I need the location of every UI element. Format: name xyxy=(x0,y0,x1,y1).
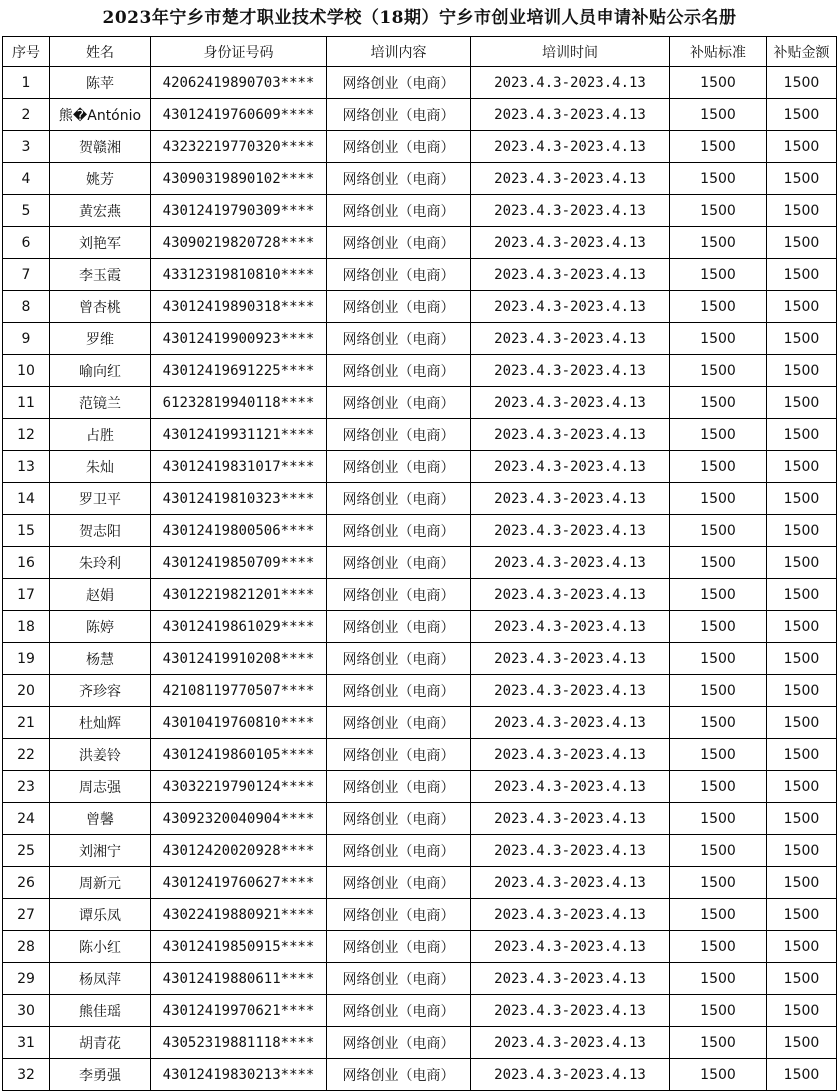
cell-name: 李玉霞 xyxy=(50,259,151,291)
cell-name: 罗维 xyxy=(50,323,151,355)
cell-subsidy-amount: 1500 xyxy=(767,771,837,803)
cell-id-number: 43012419850915**** xyxy=(151,931,327,963)
cell-subsidy-standard: 1500 xyxy=(670,611,767,643)
cell-name: 熊�António xyxy=(50,99,151,131)
cell-subsidy-standard: 1500 xyxy=(670,899,767,931)
cell-training-time: 2023.4.3-2023.4.13 xyxy=(471,579,670,611)
column-header-training-time: 培训时间 xyxy=(471,37,670,67)
cell-subsidy-standard: 1500 xyxy=(670,227,767,259)
cell-training-content: 网络创业（电商） xyxy=(327,995,471,1027)
cell-id-number: 43010419760810**** xyxy=(151,707,327,739)
cell-name: 罗卫平 xyxy=(50,483,151,515)
cell-id-number: 42108119770507**** xyxy=(151,675,327,707)
cell-training-content: 网络创业（电商） xyxy=(327,707,471,739)
cell-subsidy-standard: 1500 xyxy=(670,291,767,323)
cell-subsidy-standard: 1500 xyxy=(670,419,767,451)
cell-subsidy-amount: 1500 xyxy=(767,579,837,611)
cell-name: 姚芳 xyxy=(50,163,151,195)
cell-id-number: 43012419810323**** xyxy=(151,483,327,515)
cell-training-content: 网络创业（电商） xyxy=(327,131,471,163)
table-row xyxy=(3,483,837,515)
table-row xyxy=(3,771,837,803)
cell-training-content: 网络创业（电商） xyxy=(327,1059,471,1091)
column-header-subsidy-standard: 补贴标准 xyxy=(670,37,767,67)
cell-name: 刘艳军 xyxy=(50,227,151,259)
table-row xyxy=(3,1059,837,1091)
cell-training-content: 网络创业（电商） xyxy=(327,739,471,771)
cell-serial: 29 xyxy=(3,963,50,995)
cell-id-number: 43012419860105**** xyxy=(151,739,327,771)
cell-training-time: 2023.4.3-2023.4.13 xyxy=(471,419,670,451)
table-row xyxy=(3,803,837,835)
table-row xyxy=(3,323,837,355)
cell-subsidy-amount: 1500 xyxy=(767,99,837,131)
table-row xyxy=(3,867,837,899)
table-row xyxy=(3,195,837,227)
cell-training-content: 网络创业（电商） xyxy=(327,611,471,643)
table-row xyxy=(3,963,837,995)
cell-training-content: 网络创业（电商） xyxy=(327,803,471,835)
cell-training-time: 2023.4.3-2023.4.13 xyxy=(471,611,670,643)
cell-name: 李勇强 xyxy=(50,1059,151,1091)
cell-training-content: 网络创业（电商） xyxy=(327,835,471,867)
cell-subsidy-amount: 1500 xyxy=(767,227,837,259)
cell-name: 贺志阳 xyxy=(50,515,151,547)
cell-training-time: 2023.4.3-2023.4.13 xyxy=(471,707,670,739)
cell-subsidy-standard: 1500 xyxy=(670,451,767,483)
table-header-row xyxy=(3,37,837,67)
cell-training-time: 2023.4.3-2023.4.13 xyxy=(471,675,670,707)
cell-training-time: 2023.4.3-2023.4.13 xyxy=(471,451,670,483)
cell-id-number: 43052319881118**** xyxy=(151,1027,327,1059)
cell-subsidy-standard: 1500 xyxy=(670,323,767,355)
table-row xyxy=(3,995,837,1027)
table-row xyxy=(3,675,837,707)
table-row xyxy=(3,739,837,771)
cell-subsidy-standard: 1500 xyxy=(670,835,767,867)
table-row xyxy=(3,419,837,451)
cell-id-number: 43012419861029**** xyxy=(151,611,327,643)
cell-training-time: 2023.4.3-2023.4.13 xyxy=(471,867,670,899)
cell-training-content: 网络创业（电商） xyxy=(327,483,471,515)
cell-subsidy-standard: 1500 xyxy=(670,1059,767,1091)
cell-name: 喻向红 xyxy=(50,355,151,387)
cell-training-content: 网络创业（电商） xyxy=(327,259,471,291)
cell-subsidy-amount: 1500 xyxy=(767,419,837,451)
table-row xyxy=(3,355,837,387)
cell-training-time: 2023.4.3-2023.4.13 xyxy=(471,899,670,931)
cell-subsidy-standard: 1500 xyxy=(670,355,767,387)
cell-id-number: 43012419900923**** xyxy=(151,323,327,355)
cell-id-number: 43090219820728**** xyxy=(151,227,327,259)
cell-name: 曾杏桃 xyxy=(50,291,151,323)
cell-subsidy-amount: 1500 xyxy=(767,931,837,963)
cell-name: 齐珍容 xyxy=(50,675,151,707)
cell-subsidy-amount: 1500 xyxy=(767,995,837,1027)
cell-subsidy-standard: 1500 xyxy=(670,483,767,515)
cell-training-content: 网络创业（电商） xyxy=(327,419,471,451)
table-row xyxy=(3,259,837,291)
cell-training-time: 2023.4.3-2023.4.13 xyxy=(471,323,670,355)
cell-serial: 13 xyxy=(3,451,50,483)
cell-id-number: 61232819940118**** xyxy=(151,387,327,419)
cell-subsidy-standard: 1500 xyxy=(670,131,767,163)
cell-training-time: 2023.4.3-2023.4.13 xyxy=(471,515,670,547)
cell-serial: 6 xyxy=(3,227,50,259)
cell-subsidy-standard: 1500 xyxy=(670,1027,767,1059)
cell-subsidy-amount: 1500 xyxy=(767,675,837,707)
cell-subsidy-amount: 1500 xyxy=(767,163,837,195)
table-row xyxy=(3,451,837,483)
cell-name: 赵娟 xyxy=(50,579,151,611)
cell-subsidy-standard: 1500 xyxy=(670,515,767,547)
cell-training-content: 网络创业（电商） xyxy=(327,867,471,899)
cell-training-content: 网络创业（电商） xyxy=(327,323,471,355)
cell-training-time: 2023.4.3-2023.4.13 xyxy=(471,771,670,803)
cell-id-number: 43090319890102**** xyxy=(151,163,327,195)
cell-subsidy-standard: 1500 xyxy=(670,867,767,899)
cell-name: 陈苹 xyxy=(50,67,151,99)
cell-subsidy-amount: 1500 xyxy=(767,1027,837,1059)
cell-subsidy-amount: 1500 xyxy=(767,195,837,227)
cell-subsidy-amount: 1500 xyxy=(767,67,837,99)
column-header-id-number: 身份证号码 xyxy=(151,37,327,67)
cell-training-time: 2023.4.3-2023.4.13 xyxy=(471,99,670,131)
table-row xyxy=(3,643,837,675)
cell-name: 胡青花 xyxy=(50,1027,151,1059)
cell-training-content: 网络创业（电商） xyxy=(327,355,471,387)
cell-id-number: 43012419800506**** xyxy=(151,515,327,547)
cell-serial: 24 xyxy=(3,803,50,835)
cell-subsidy-amount: 1500 xyxy=(767,323,837,355)
cell-serial: 2 xyxy=(3,99,50,131)
cell-id-number: 43012219821201**** xyxy=(151,579,327,611)
table-row xyxy=(3,1027,837,1059)
cell-subsidy-standard: 1500 xyxy=(670,99,767,131)
cell-id-number: 43092320040904**** xyxy=(151,803,327,835)
cell-subsidy-amount: 1500 xyxy=(767,547,837,579)
cell-serial: 18 xyxy=(3,611,50,643)
cell-id-number: 43012419910208**** xyxy=(151,643,327,675)
cell-name: 贺赣湘 xyxy=(50,131,151,163)
cell-name: 周新元 xyxy=(50,867,151,899)
cell-name: 杜灿辉 xyxy=(50,707,151,739)
cell-id-number: 43012419890318**** xyxy=(151,291,327,323)
column-header-serial: 序号 xyxy=(3,37,50,67)
cell-training-time: 2023.4.3-2023.4.13 xyxy=(471,163,670,195)
cell-training-content: 网络创业（电商） xyxy=(327,1027,471,1059)
table-row xyxy=(3,67,837,99)
cell-subsidy-standard: 1500 xyxy=(670,67,767,99)
cell-subsidy-standard: 1500 xyxy=(670,739,767,771)
cell-id-number: 43012419691225**** xyxy=(151,355,327,387)
cell-id-number: 43232219770320**** xyxy=(151,131,327,163)
column-header-name: 姓名 xyxy=(50,37,151,67)
cell-serial: 14 xyxy=(3,483,50,515)
table-row xyxy=(3,579,837,611)
cell-training-time: 2023.4.3-2023.4.13 xyxy=(471,67,670,99)
cell-subsidy-amount: 1500 xyxy=(767,803,837,835)
cell-name: 陈婷 xyxy=(50,611,151,643)
cell-training-time: 2023.4.3-2023.4.13 xyxy=(471,483,670,515)
cell-id-number: 43032219790124**** xyxy=(151,771,327,803)
cell-serial: 4 xyxy=(3,163,50,195)
cell-name: 曾馨 xyxy=(50,803,151,835)
cell-training-time: 2023.4.3-2023.4.13 xyxy=(471,803,670,835)
cell-name: 洪姜铃 xyxy=(50,739,151,771)
cell-serial: 16 xyxy=(3,547,50,579)
cell-name: 刘湘宁 xyxy=(50,835,151,867)
cell-subsidy-amount: 1500 xyxy=(767,355,837,387)
cell-subsidy-amount: 1500 xyxy=(767,643,837,675)
cell-training-time: 2023.4.3-2023.4.13 xyxy=(471,643,670,675)
cell-serial: 19 xyxy=(3,643,50,675)
cell-serial: 21 xyxy=(3,707,50,739)
cell-serial: 32 xyxy=(3,1059,50,1091)
cell-subsidy-standard: 1500 xyxy=(670,259,767,291)
cell-serial: 22 xyxy=(3,739,50,771)
cell-subsidy-amount: 1500 xyxy=(767,899,837,931)
cell-subsidy-amount: 1500 xyxy=(767,259,837,291)
column-header-subsidy-amount: 补贴金额 xyxy=(767,37,837,67)
cell-serial: 8 xyxy=(3,291,50,323)
cell-subsidy-standard: 1500 xyxy=(670,643,767,675)
cell-training-time: 2023.4.3-2023.4.13 xyxy=(471,835,670,867)
cell-name: 朱玲利 xyxy=(50,547,151,579)
cell-training-content: 网络创业（电商） xyxy=(327,547,471,579)
cell-name: 杨慧 xyxy=(50,643,151,675)
cell-training-time: 2023.4.3-2023.4.13 xyxy=(471,131,670,163)
table-row xyxy=(3,99,837,131)
cell-name: 范镜兰 xyxy=(50,387,151,419)
cell-training-content: 网络创业（电商） xyxy=(327,451,471,483)
cell-name: 朱灿 xyxy=(50,451,151,483)
cell-name: 占胜 xyxy=(50,419,151,451)
cell-serial: 12 xyxy=(3,419,50,451)
cell-id-number: 43012419760609**** xyxy=(151,99,327,131)
cell-subsidy-standard: 1500 xyxy=(670,771,767,803)
table-row xyxy=(3,931,837,963)
cell-serial: 28 xyxy=(3,931,50,963)
cell-subsidy-standard: 1500 xyxy=(670,707,767,739)
cell-id-number: 43012419760627**** xyxy=(151,867,327,899)
cell-id-number: 43012420020928**** xyxy=(151,835,327,867)
cell-subsidy-standard: 1500 xyxy=(670,803,767,835)
cell-training-time: 2023.4.3-2023.4.13 xyxy=(471,739,670,771)
cell-id-number: 43312319810810**** xyxy=(151,259,327,291)
cell-training-time: 2023.4.3-2023.4.13 xyxy=(471,291,670,323)
cell-subsidy-standard: 1500 xyxy=(670,195,767,227)
cell-subsidy-amount: 1500 xyxy=(767,707,837,739)
cell-subsidy-amount: 1500 xyxy=(767,483,837,515)
cell-id-number: 43012419830213**** xyxy=(151,1059,327,1091)
table-row xyxy=(3,611,837,643)
cell-subsidy-standard: 1500 xyxy=(670,963,767,995)
cell-training-content: 网络创业（电商） xyxy=(327,579,471,611)
table-row xyxy=(3,227,837,259)
cell-training-time: 2023.4.3-2023.4.13 xyxy=(471,387,670,419)
cell-serial: 31 xyxy=(3,1027,50,1059)
cell-subsidy-standard: 1500 xyxy=(670,579,767,611)
cell-training-content: 网络创业（电商） xyxy=(327,227,471,259)
subsidy-roster-table xyxy=(2,36,837,1091)
cell-training-content: 网络创业（电商） xyxy=(327,675,471,707)
cell-id-number: 43022419880921**** xyxy=(151,899,327,931)
cell-serial: 26 xyxy=(3,867,50,899)
cell-training-content: 网络创业（电商） xyxy=(327,643,471,675)
cell-subsidy-amount: 1500 xyxy=(767,867,837,899)
cell-subsidy-amount: 1500 xyxy=(767,131,837,163)
cell-serial: 27 xyxy=(3,899,50,931)
cell-serial: 5 xyxy=(3,195,50,227)
cell-training-content: 网络创业（电商） xyxy=(327,963,471,995)
table-row xyxy=(3,163,837,195)
cell-subsidy-amount: 1500 xyxy=(767,451,837,483)
cell-training-content: 网络创业（电商） xyxy=(327,67,471,99)
cell-training-time: 2023.4.3-2023.4.13 xyxy=(471,547,670,579)
cell-id-number: 43012419931121**** xyxy=(151,419,327,451)
cell-training-content: 网络创业（电商） xyxy=(327,515,471,547)
cell-subsidy-amount: 1500 xyxy=(767,611,837,643)
cell-serial: 23 xyxy=(3,771,50,803)
table-body xyxy=(3,67,837,1091)
cell-training-time: 2023.4.3-2023.4.13 xyxy=(471,195,670,227)
cell-serial: 9 xyxy=(3,323,50,355)
table-row xyxy=(3,515,837,547)
cell-serial: 11 xyxy=(3,387,50,419)
cell-training-content: 网络创业（电商） xyxy=(327,771,471,803)
cell-serial: 1 xyxy=(3,67,50,99)
table-row xyxy=(3,707,837,739)
cell-serial: 7 xyxy=(3,259,50,291)
cell-serial: 15 xyxy=(3,515,50,547)
cell-training-content: 网络创业（电商） xyxy=(327,195,471,227)
cell-serial: 20 xyxy=(3,675,50,707)
cell-training-time: 2023.4.3-2023.4.13 xyxy=(471,931,670,963)
table-row xyxy=(3,899,837,931)
cell-id-number: 42062419890703**** xyxy=(151,67,327,99)
cell-name: 杨凤萍 xyxy=(50,963,151,995)
cell-training-content: 网络创业（电商） xyxy=(327,387,471,419)
cell-id-number: 43012419880611**** xyxy=(151,963,327,995)
cell-subsidy-amount: 1500 xyxy=(767,739,837,771)
cell-training-time: 2023.4.3-2023.4.13 xyxy=(471,963,670,995)
cell-training-content: 网络创业（电商） xyxy=(327,99,471,131)
table-row xyxy=(3,547,837,579)
cell-subsidy-standard: 1500 xyxy=(670,547,767,579)
cell-name: 谭乐凤 xyxy=(50,899,151,931)
cell-subsidy-standard: 1500 xyxy=(670,675,767,707)
cell-subsidy-amount: 1500 xyxy=(767,515,837,547)
cell-id-number: 43012419790309**** xyxy=(151,195,327,227)
cell-subsidy-amount: 1500 xyxy=(767,835,837,867)
cell-serial: 17 xyxy=(3,579,50,611)
table-row xyxy=(3,835,837,867)
cell-training-content: 网络创业（电商） xyxy=(327,163,471,195)
cell-subsidy-amount: 1500 xyxy=(767,291,837,323)
cell-training-time: 2023.4.3-2023.4.13 xyxy=(471,259,670,291)
cell-subsidy-amount: 1500 xyxy=(767,963,837,995)
cell-subsidy-amount: 1500 xyxy=(767,387,837,419)
cell-training-time: 2023.4.3-2023.4.13 xyxy=(471,355,670,387)
column-header-training-content: 培训内容 xyxy=(327,37,471,67)
cell-subsidy-standard: 1500 xyxy=(670,387,767,419)
document-title: 2023年宁乡市楚才职业技术学校（18期）宁乡市创业培训人员申请补贴公示名册 xyxy=(102,8,737,28)
cell-training-time: 2023.4.3-2023.4.13 xyxy=(471,1059,670,1091)
cell-name: 熊佳瑶 xyxy=(50,995,151,1027)
cell-serial: 3 xyxy=(3,131,50,163)
cell-id-number: 43012419831017**** xyxy=(151,451,327,483)
cell-training-time: 2023.4.3-2023.4.13 xyxy=(471,995,670,1027)
cell-subsidy-amount: 1500 xyxy=(767,1059,837,1091)
table-row xyxy=(3,387,837,419)
cell-training-content: 网络创业（电商） xyxy=(327,931,471,963)
cell-training-time: 2023.4.3-2023.4.13 xyxy=(471,227,670,259)
cell-serial: 10 xyxy=(3,355,50,387)
cell-name: 黄宏燕 xyxy=(50,195,151,227)
cell-id-number: 43012419850709**** xyxy=(151,547,327,579)
cell-id-number: 43012419970621**** xyxy=(151,995,327,1027)
cell-training-content: 网络创业（电商） xyxy=(327,291,471,323)
cell-training-time: 2023.4.3-2023.4.13 xyxy=(471,1027,670,1059)
cell-serial: 30 xyxy=(3,995,50,1027)
cell-serial: 25 xyxy=(3,835,50,867)
cell-subsidy-standard: 1500 xyxy=(670,931,767,963)
cell-name: 陈小红 xyxy=(50,931,151,963)
cell-training-content: 网络创业（电商） xyxy=(327,899,471,931)
cell-name: 周志强 xyxy=(50,771,151,803)
cell-subsidy-standard: 1500 xyxy=(670,163,767,195)
cell-subsidy-standard: 1500 xyxy=(670,995,767,1027)
table-row xyxy=(3,131,837,163)
table-row xyxy=(3,291,837,323)
